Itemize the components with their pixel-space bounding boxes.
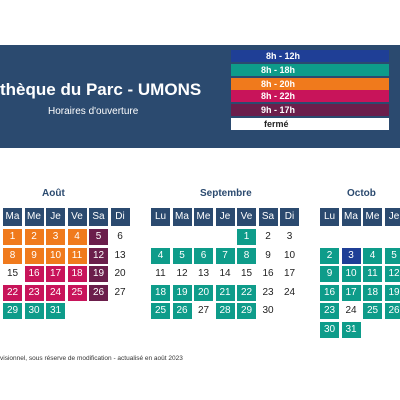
day-cell: 23 [259, 285, 278, 301]
month-title: Octob [347, 188, 376, 199]
day-cell: 20 [194, 285, 213, 301]
weekday-header: Ve [68, 208, 87, 226]
day-cell: 16 [25, 266, 44, 282]
day-cell: 17 [46, 266, 65, 282]
day-cell: 6 [194, 248, 213, 264]
page-subtitle: Horaires d'ouverture [48, 106, 139, 117]
day-cell: 13 [194, 266, 213, 282]
weekday-header: Ve [237, 208, 256, 226]
day-cell: 26 [173, 303, 192, 319]
day-cell: 10 [280, 248, 299, 264]
day-cell: 21 [216, 285, 235, 301]
day-cell: 23 [320, 303, 339, 319]
day-cell: 17 [280, 266, 299, 282]
legend-item [231, 64, 389, 76]
day-cell: 4 [151, 248, 170, 264]
day-cell: 12 [89, 248, 108, 264]
day-cell: 16 [259, 266, 278, 282]
page-title: thèque du Parc - UMONS [0, 80, 202, 99]
day-cell: 25 [68, 285, 87, 301]
day-cell: 2 [259, 229, 278, 245]
day-cell: 13 [111, 248, 130, 264]
legend-item [231, 90, 389, 102]
weekday-header: Me [25, 208, 44, 226]
legend-label: 8h - 18h [261, 65, 296, 75]
day-cell: 1 [237, 229, 256, 245]
day-cell: 10 [342, 266, 361, 282]
weekday-header: Je [46, 208, 65, 226]
day-cell: 26 [385, 303, 400, 319]
day-cell: 18 [363, 285, 382, 301]
day-cell: 25 [151, 303, 170, 319]
weekday-header: Me [363, 208, 382, 226]
legend-label: fermé [264, 119, 289, 129]
day-cell: 24 [280, 285, 299, 301]
day-cell: 1 [3, 229, 22, 245]
day-cell: 20 [111, 266, 130, 282]
weekday-header: Me [194, 208, 213, 226]
day-cell: 3 [46, 229, 65, 245]
day-cell: 30 [259, 303, 278, 319]
legend-label: 8h - 12h [266, 51, 301, 61]
day-cell: 9 [259, 248, 278, 264]
day-cell: 7 [216, 248, 235, 264]
legend-label: 8h - 20h [261, 79, 296, 89]
month-title: Septembre [200, 188, 252, 199]
day-cell: 26 [89, 285, 108, 301]
legend-label: 8h - 22h [261, 91, 296, 101]
month-title: Août [42, 188, 65, 199]
day-cell: 30 [25, 303, 44, 319]
day-cell: 29 [237, 303, 256, 319]
day-cell: 31 [46, 303, 65, 319]
weekday-header: Ma [3, 208, 22, 226]
weekday-header: Lu [320, 208, 339, 226]
weekday-header: Sa [89, 208, 108, 226]
day-cell: 22 [3, 285, 22, 301]
day-cell: 2 [25, 229, 44, 245]
day-cell: 27 [194, 303, 213, 319]
weekday-header: Ma [342, 208, 361, 226]
day-cell: 4 [363, 248, 382, 264]
day-cell: 19 [385, 285, 400, 301]
day-cell: 19 [173, 285, 192, 301]
day-cell: 30 [320, 322, 339, 338]
day-cell: 9 [320, 266, 339, 282]
day-cell: 8 [3, 248, 22, 264]
day-cell: 2 [320, 248, 339, 264]
day-cell: 27 [111, 285, 130, 301]
weekday-header: Je [216, 208, 235, 226]
day-cell: 10 [46, 248, 65, 264]
day-cell: 29 [3, 303, 22, 319]
day-cell: 5 [385, 248, 400, 264]
footnote: visionnel, sous réserve de modification - actualisé en août 2023 [0, 355, 183, 362]
day-cell: 15 [237, 266, 256, 282]
legend-item [231, 78, 389, 90]
day-cell: 23 [25, 285, 44, 301]
legend-label: 9h - 17h [261, 105, 296, 115]
day-cell: 18 [151, 285, 170, 301]
day-cell: 24 [46, 285, 65, 301]
day-cell: 19 [89, 266, 108, 282]
day-cell: 5 [89, 229, 108, 245]
legend-item [231, 118, 389, 130]
weekday-header: Ma [173, 208, 192, 226]
day-cell: 17 [342, 285, 361, 301]
day-cell: 14 [216, 266, 235, 282]
day-cell: 12 [385, 266, 400, 282]
day-cell: 3 [342, 248, 361, 264]
day-cell: 31 [342, 322, 361, 338]
day-cell: 11 [363, 266, 382, 282]
day-cell: 8 [237, 248, 256, 264]
day-cell: 5 [173, 248, 192, 264]
day-cell: 9 [25, 248, 44, 264]
legend-item [231, 104, 389, 116]
day-cell: 22 [237, 285, 256, 301]
day-cell: 18 [68, 266, 87, 282]
day-cell: 15 [3, 266, 22, 282]
day-cell: 28 [216, 303, 235, 319]
day-cell: 6 [111, 229, 130, 245]
weekday-header: Je [385, 208, 400, 226]
weekday-header: Di [280, 208, 299, 226]
weekday-header: Lu [151, 208, 170, 226]
day-cell: 11 [68, 248, 87, 264]
day-cell: 11 [151, 266, 170, 282]
day-cell: 3 [280, 229, 299, 245]
day-cell: 4 [68, 229, 87, 245]
legend-item [231, 50, 389, 62]
day-cell: 16 [320, 285, 339, 301]
weekday-header: Sa [259, 208, 278, 226]
day-cell: 24 [342, 303, 361, 319]
weekday-header: Di [111, 208, 130, 226]
day-cell: 25 [363, 303, 382, 319]
day-cell: 12 [173, 266, 192, 282]
